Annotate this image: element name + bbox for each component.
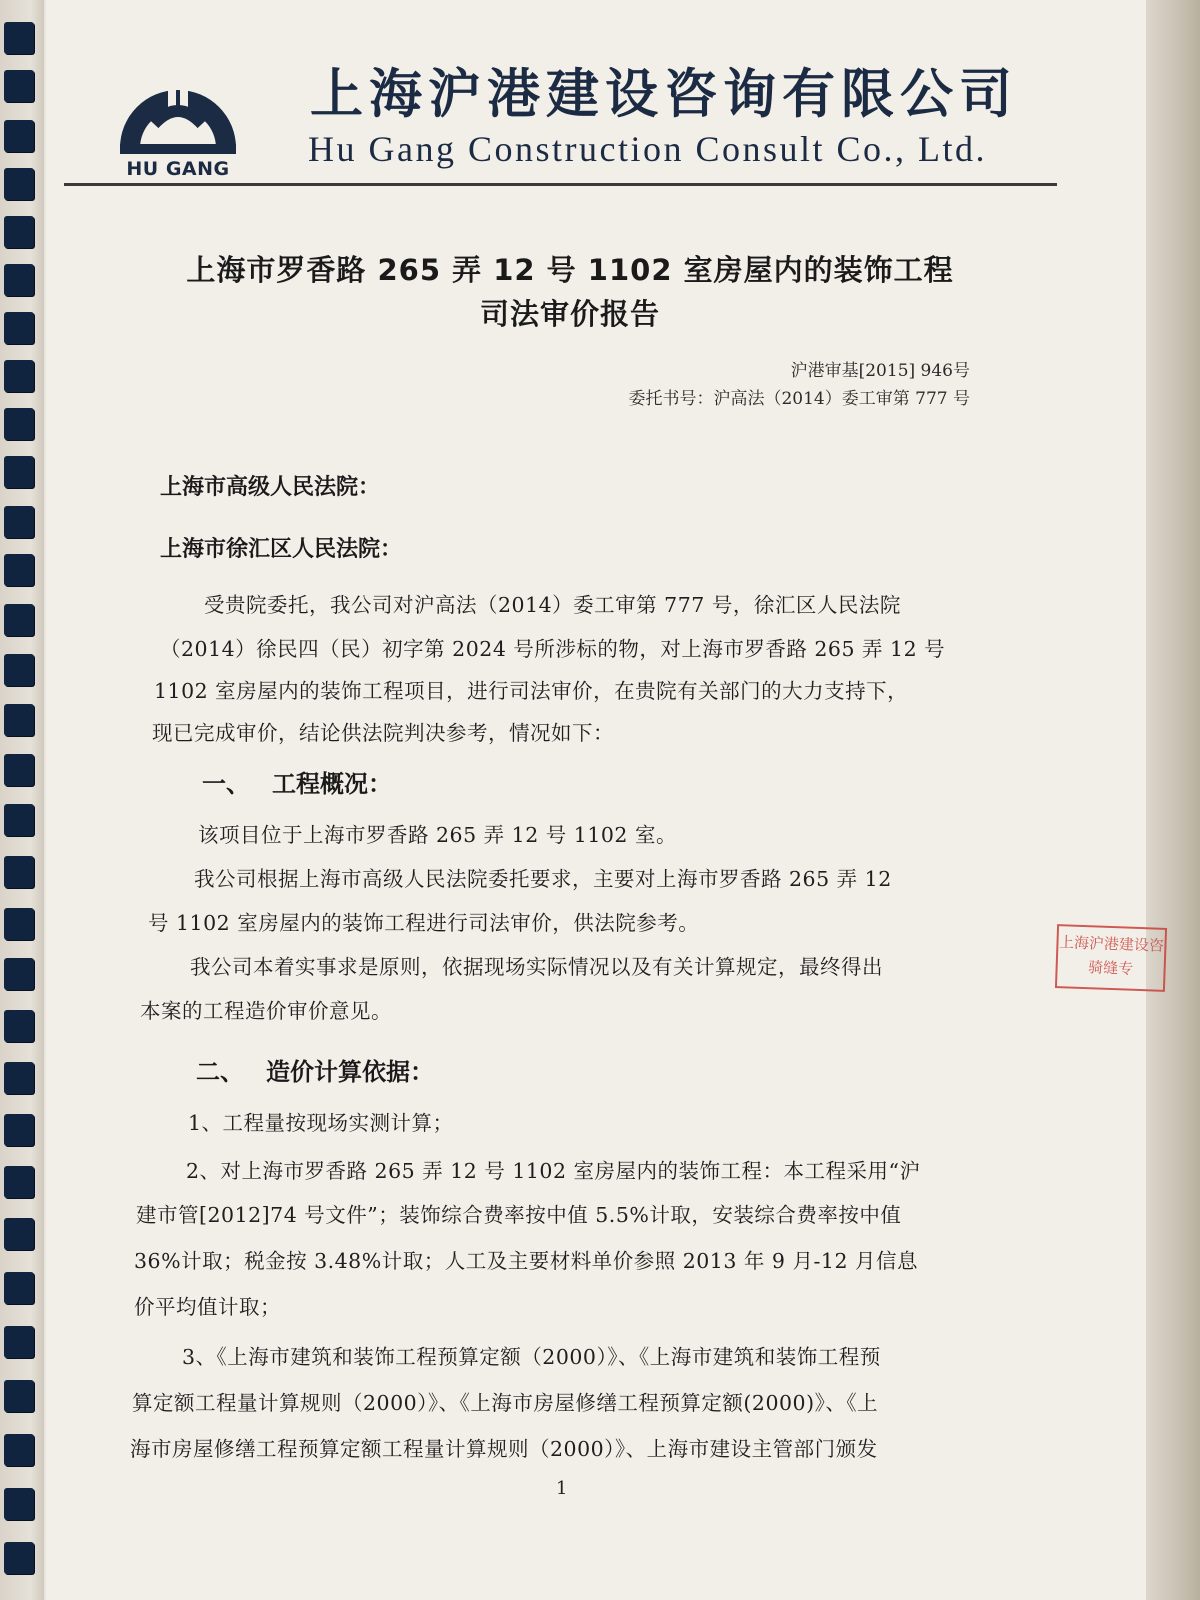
binder-ring (4, 1542, 34, 1574)
binder-ring (4, 168, 34, 200)
binder-ring (4, 408, 34, 440)
letterhead-divider (64, 183, 1057, 186)
section-1-title: 工程概况： (272, 770, 392, 798)
binder-ring (4, 908, 34, 940)
section-2-line: 3、《上海市建筑和装饰工程预算定额（2000）》、《上海市建筑和装饰工程预 (182, 1345, 881, 1369)
binder-ring (4, 1166, 34, 1198)
section-1-line: 该项目位于上海市罗香路 265 弄 12 号 1102 室。 (198, 823, 677, 847)
page-stack-edge (1146, 0, 1200, 1600)
section-2-line: 2、对上海市罗香路 265 弄 12 号 1102 室房屋内的装饰工程：本工程采用“沪 (186, 1159, 921, 1183)
section-2-title: 造价计算依据： (266, 1058, 434, 1086)
section-2-number: 二、 (196, 1058, 244, 1086)
report-title-line-1: 上海市罗香路 265 弄 12 号 1102 室房屋内的装饰工程 (186, 253, 954, 287)
binder-ring (4, 1010, 34, 1042)
section-1-line: 本案的工程造价审价意见。 (140, 999, 392, 1023)
section-1-heading (202, 764, 392, 799)
binder-ring (4, 506, 34, 538)
binder-ring (4, 312, 34, 344)
section-2-line: 价平均值计取； (134, 1295, 281, 1319)
binder-ring (4, 754, 34, 786)
company-logo (112, 48, 244, 184)
hugang-emblem-icon (112, 48, 244, 158)
binder-ring (4, 958, 34, 990)
document-number: 沪港审基[2015] 946号 (790, 361, 970, 381)
binder-ring (4, 554, 34, 586)
binder-ring (4, 704, 34, 736)
company-name-english: Hu Gang Construction Consult Co., Ltd. (308, 129, 987, 169)
section-2-line: 36%计取；税金按 3.48%计取；人工及主要材料单价参照 2013 年 9 月-12 月信息 (134, 1249, 919, 1273)
binder-ring (4, 1326, 34, 1358)
company-name-chinese: 上海沪港建设咨询有限公司 (310, 64, 1018, 125)
intro-line: （2014）徐民四（民）初字第 2024 号所涉标的物，对上海市罗香路 265 弄 12 号 (160, 637, 946, 661)
stamp-text-line-1: 上海沪港建设咨 (1058, 933, 1165, 955)
binder-ring (4, 1380, 34, 1412)
section-2-line: 海市房屋修缮工程预算定额工程量计算规则（2000）》、上海市建设主管部门颁发 (130, 1437, 878, 1461)
page-number: 1 (556, 1478, 568, 1499)
binder-ring (4, 22, 34, 54)
binder-ring (4, 1488, 34, 1520)
binder-ring (4, 264, 34, 296)
intro-line: 现已完成审价，结论供法院判决参考，情况如下： (152, 721, 614, 745)
binder-ring (4, 1272, 34, 1304)
section-1-number: 一、 (202, 770, 250, 798)
stamp-text-line-2: 骑缝专 (1087, 958, 1134, 978)
section-2-line: 建市管[2012]74 号文件”；装饰综合费率按中值 5.5%计取，安装综合费率按中值 (136, 1203, 902, 1227)
section-2-heading (196, 1052, 434, 1087)
binder-ring (4, 654, 34, 686)
binder-strip (0, 0, 44, 1600)
section-1-line: 我公司本着实事求是原则，依据现场实际情况以及有关计算规定，最终得出 (190, 955, 883, 979)
report-title-line-2: 司法审价报告 (479, 297, 660, 331)
intro-line: 1102 室房屋内的装饰工程项目，进行司法审价，在贵院有关部门的大力支持下， (154, 679, 909, 703)
binder-ring (4, 360, 34, 392)
seam-seal-stamp (1055, 924, 1167, 992)
binder-ring (4, 120, 34, 152)
binder-ring (4, 1434, 34, 1466)
binder-ring (4, 1062, 34, 1094)
binder-ring (4, 1218, 34, 1250)
section-2-line: 算定额工程量计算规则（2000）》、《上海市房屋修缮工程预算定额(2000)》、《上 (132, 1391, 879, 1415)
addressee-district-court: 上海市徐汇区人民法院： (160, 537, 403, 562)
binder-ring (4, 70, 34, 102)
commission-number: 委托书号：沪高法（2014）委工审第 777 号 (628, 389, 970, 409)
logo-text: HU GANG (126, 158, 230, 180)
section-1-line: 我公司根据上海市高级人民法院委托要求，主要对上海市罗香路 265 弄 12 (194, 867, 892, 891)
addressee-high-court: 上海市高级人民法院： (160, 475, 381, 500)
section-1-line: 号 1102 室房屋内的装饰工程进行司法审价，供法院参考。 (148, 911, 700, 935)
intro-line: 受贵院委托，我公司对沪高法（2014）委工审第 777 号，徐汇区人民法院 (204, 593, 901, 617)
binder-ring (4, 604, 34, 636)
section-2-line: 1、工程量按现场实测计算； (188, 1111, 454, 1135)
binder-ring (4, 1114, 34, 1146)
binder-ring (4, 856, 34, 888)
binder-ring (4, 804, 34, 836)
binder-ring (4, 456, 34, 488)
binder-ring (4, 216, 34, 248)
